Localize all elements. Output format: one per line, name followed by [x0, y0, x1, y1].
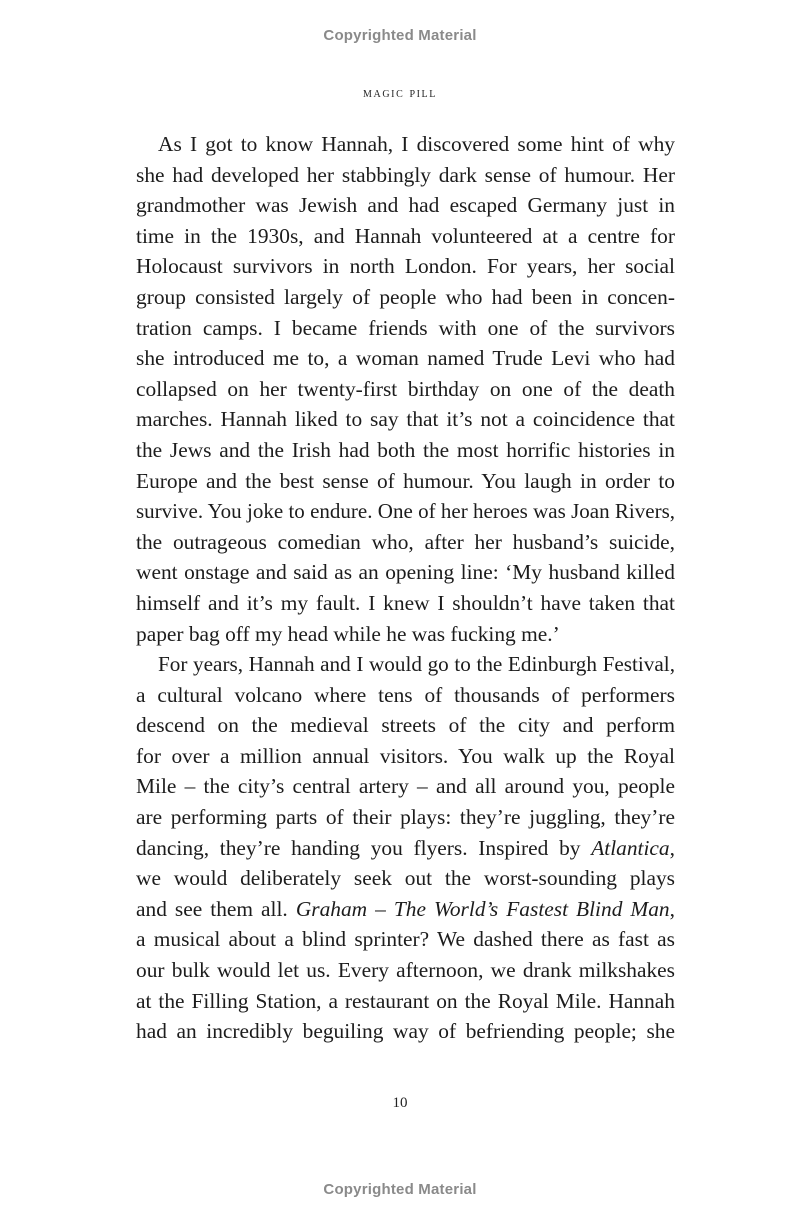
text-line: himself and it’s my fault. I knew I shouldn’t have taken that — [136, 590, 675, 615]
running-head: magic pill — [363, 86, 437, 101]
text-line: time in the 1930s, and Hannah volunteered at a centre for — [136, 223, 675, 248]
body-text — [136, 129, 675, 1047]
text-line: at the Filling Station, a restaurant on the Royal Mile. Hannah — [136, 988, 675, 1013]
page-number: 10 — [392, 1095, 408, 1111]
text-line: went onstage and said as an opening line: ‘My husband killed — [136, 560, 675, 585]
paragraph-1 — [136, 129, 675, 649]
text-line — [136, 894, 675, 925]
text-line: the outrageous comedian who, after her husband’s suicide, — [136, 529, 675, 554]
text-line: a musical about a blind sprinter? We dashed there as fast as — [136, 927, 675, 952]
text-line: are performing parts of their plays: they’re juggling, they’re — [136, 805, 675, 830]
text-line: survive. You joke to endure. One of her heroes was Joan Rivers, — [136, 499, 675, 524]
text-line: For years, Hannah and I would go to the Edinburgh Festival, — [158, 652, 675, 677]
text-line: collapsed on her twenty-first birthday on one of the death — [136, 376, 675, 401]
text-line: As I got to know Hannah, I discovered some hint of why — [158, 132, 675, 156]
text-line: had an incredibly beguiling way of befriending people; she — [136, 1019, 675, 1044]
paragraph-2 — [136, 649, 675, 1047]
text-line — [136, 833, 675, 864]
text-segment: , — [669, 896, 675, 921]
text-line: a cultural volcano where tens of thousands of performers — [136, 682, 675, 707]
text-line: the Jews and the Irish had both the most horrific histories in — [136, 437, 675, 462]
text-segment: , — [669, 835, 675, 860]
text-line: she had developed her stabbingly dark sense of humour. Her — [136, 162, 675, 187]
text-line: for over a million annual visitors. You walk up the Royal — [136, 743, 675, 768]
text-line: group consisted largely of people who had been in concen- — [136, 284, 675, 309]
text-line: we would deliberately seek out the worst-sounding plays — [136, 866, 675, 891]
text-line: tration camps. I became friends with one of the survivors — [136, 315, 675, 340]
text-line: descend on the medieval streets of the city and perform — [136, 713, 675, 738]
text-line: paper bag off my head while he was fucking me.’ — [136, 621, 560, 646]
text-line: marches. Hannah liked to say that it’s not a coincidence that — [136, 407, 675, 432]
copyright-watermark-top: Copyrighted Material — [323, 27, 477, 44]
text-line: she introduced me to, a woman named Trude Levi who had — [136, 346, 675, 371]
italic-title: Atlantica — [591, 835, 670, 860]
text-line: grandmother was Jewish and had escaped Germany just in — [136, 193, 675, 218]
italic-title: Graham – The World’s Fastest Blind Man — [295, 896, 670, 921]
copyright-watermark-bottom: Copyrighted Material — [323, 1181, 477, 1198]
text-segment: and see them all. — [136, 896, 288, 921]
text-line: Europe and the best sense of humour. You laugh in order to — [136, 468, 675, 493]
text-line: our bulk would let us. Every afternoon, we drank milkshakes — [136, 958, 675, 983]
text-line: Mile – the city’s central artery – and all around you, people — [136, 774, 675, 799]
text-segment: dancing, they’re handing you flyers. Inspired by — [136, 835, 581, 860]
text-line: Holocaust survivors in north London. For years, her social — [136, 254, 675, 279]
